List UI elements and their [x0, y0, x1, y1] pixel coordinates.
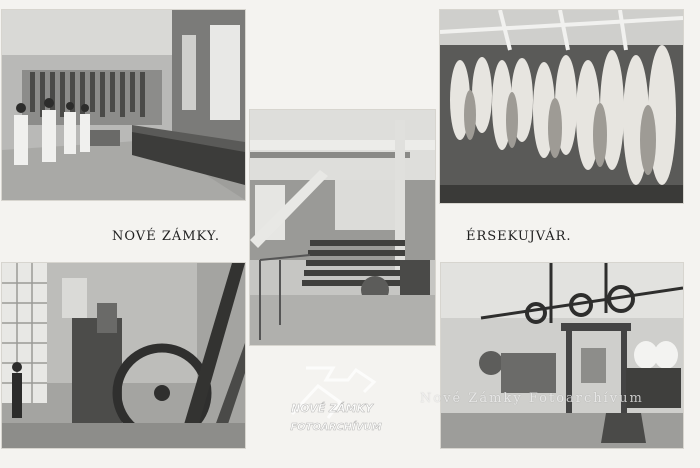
caption-nove-zamky: NOVÉ ZÁMKY.: [112, 229, 220, 244]
caption-ersekujvar: ÉRSEKUJVÁR.: [466, 229, 572, 244]
photo-workshop-machines: [441, 263, 683, 448]
photo-engine-room: [2, 263, 245, 448]
watermark-logo-text-2: FOTOARCHÍVUM: [290, 422, 382, 433]
watermark-logo-text-1: NOVÉ ZÁMKY: [291, 402, 373, 415]
watermark-logo: [278, 362, 386, 444]
photo-machine-room: [250, 110, 435, 345]
photo-butchers-hall: [2, 10, 245, 200]
watermark-text: Nové Zámky Fotoarchívum: [420, 391, 644, 406]
photo-hanging-carcasses: [440, 10, 683, 203]
